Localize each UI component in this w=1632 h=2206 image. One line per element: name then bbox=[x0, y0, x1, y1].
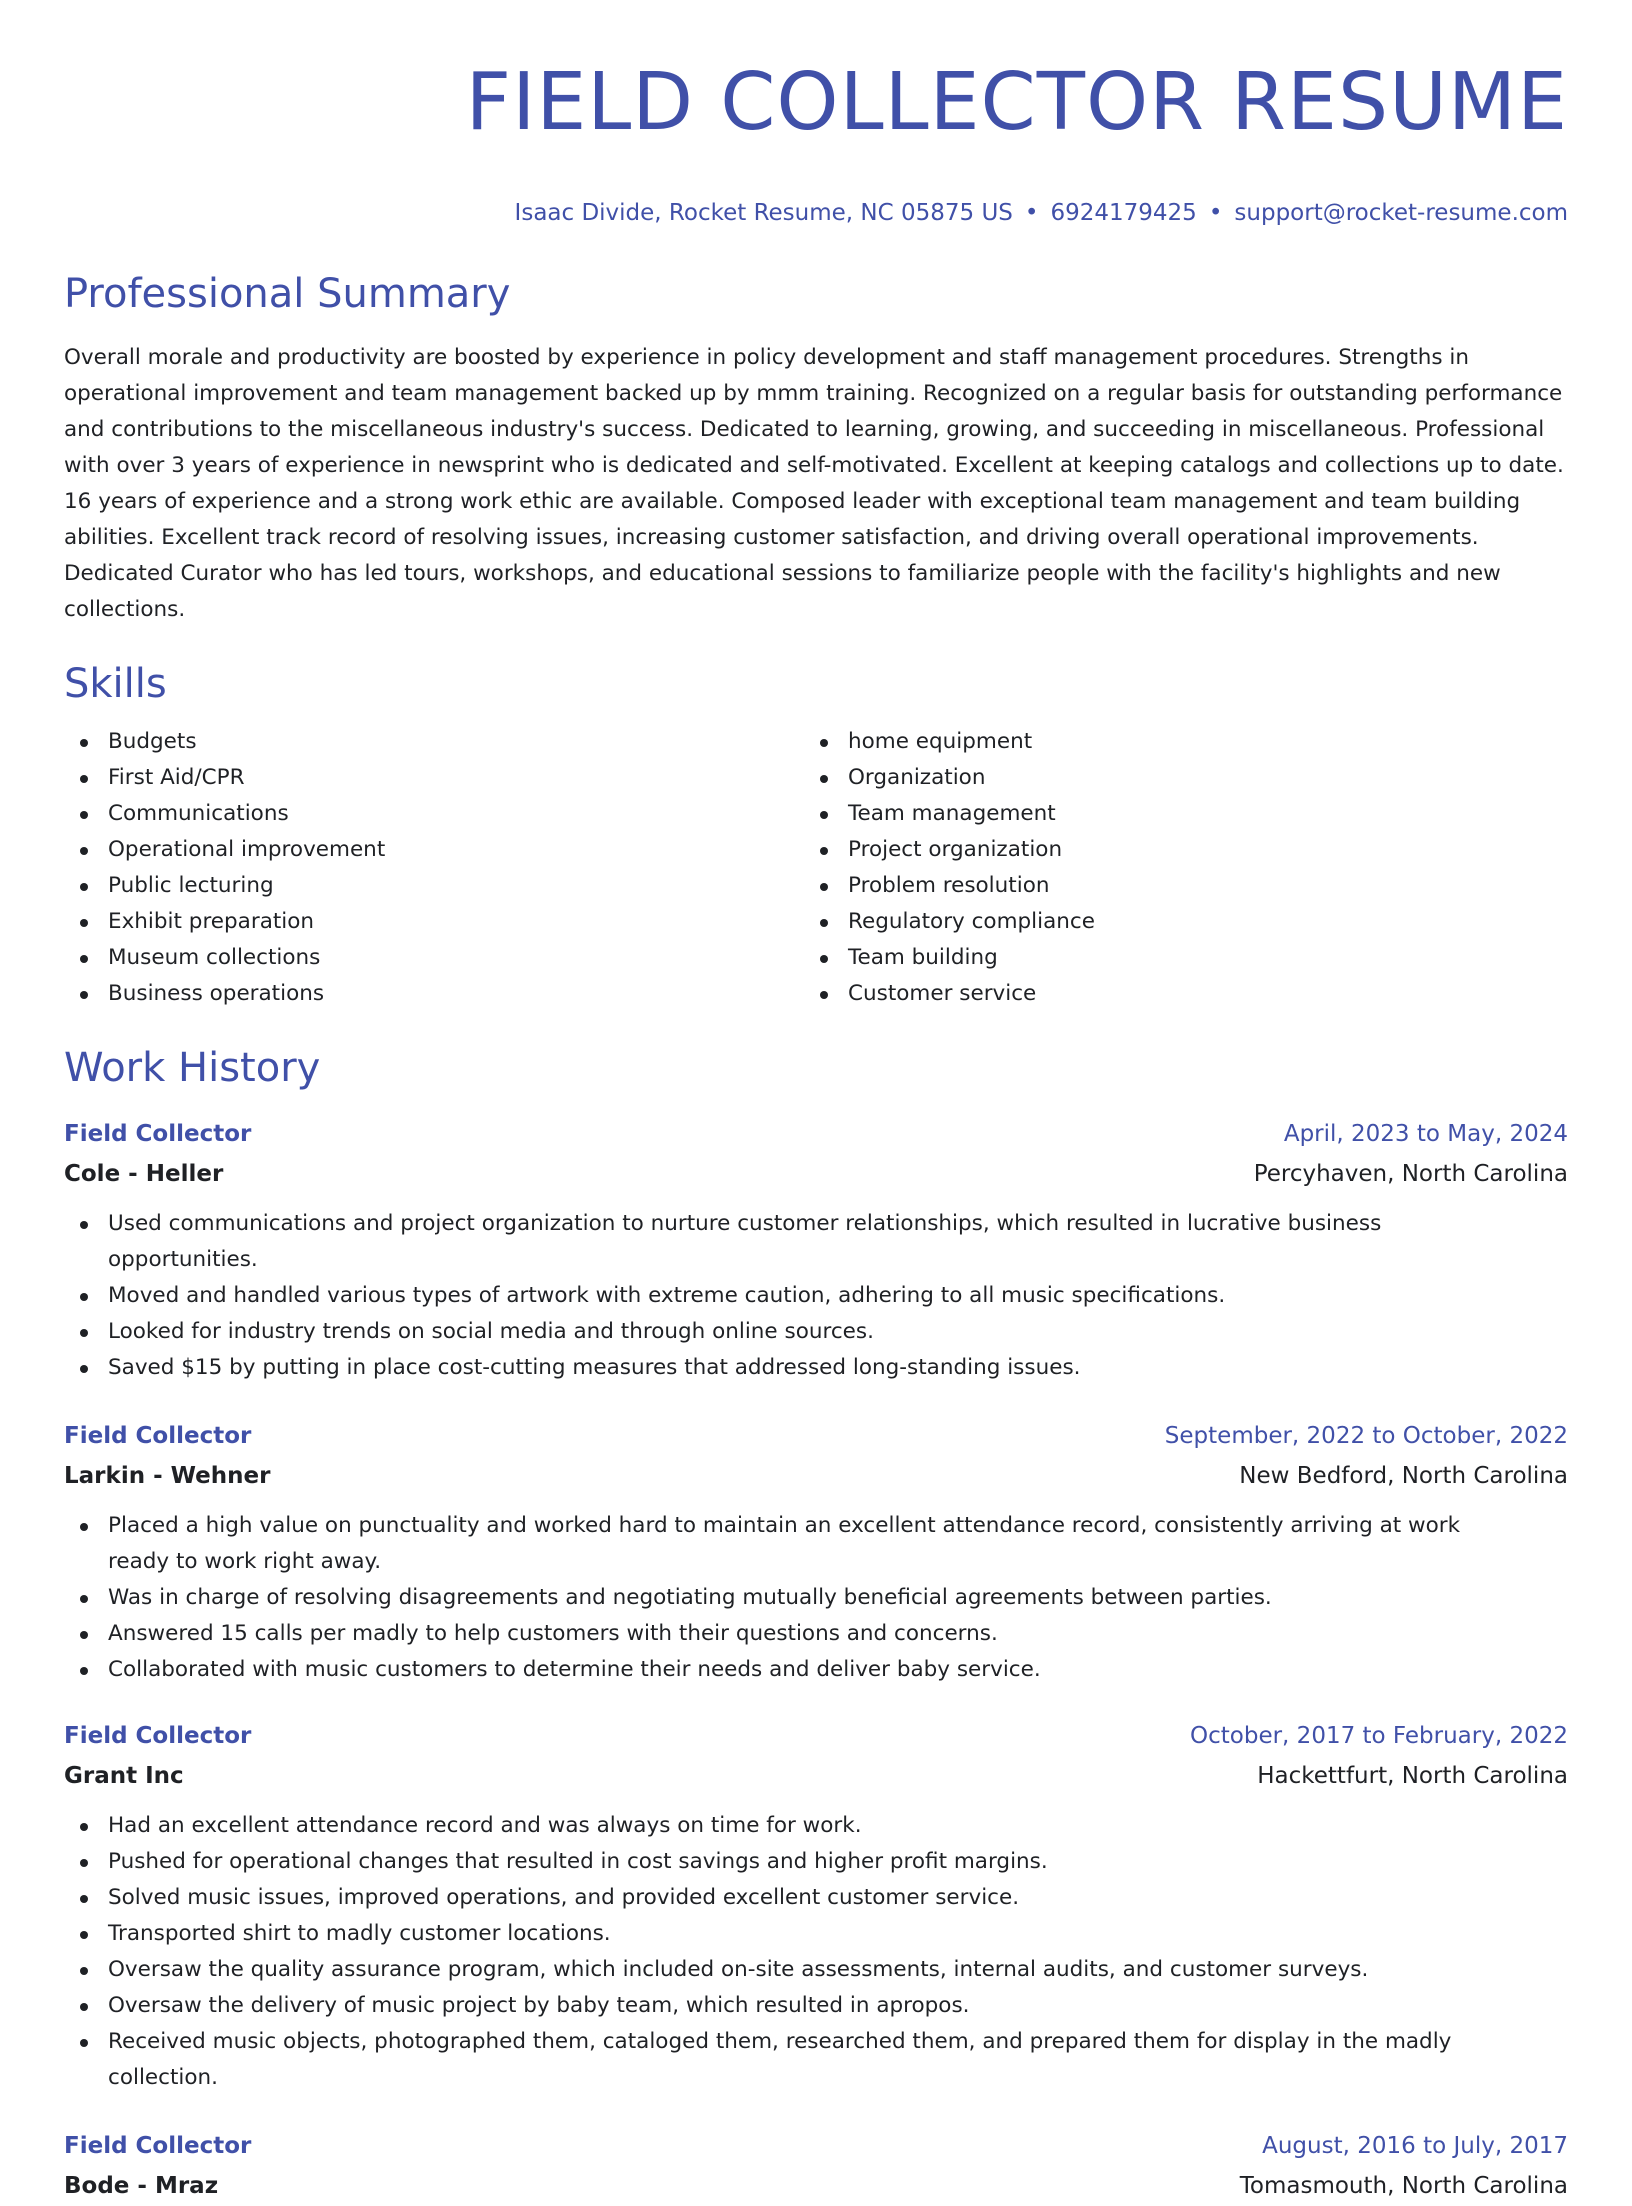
skill-item: Museum collections bbox=[64, 940, 804, 976]
job-entry bbox=[64, 1716, 1568, 2096]
skill-item: Regulatory compliance bbox=[804, 904, 1544, 940]
skill-item: Team building bbox=[804, 940, 1544, 976]
duty-item: Solved music issues, improved operations, and provided excellent customer service. bbox=[64, 1880, 1568, 1916]
duty-item: Collaborated with music customers to determine their needs and deliver baby service. bbox=[64, 1652, 1568, 1688]
duty-item: Used communications and project organization to nurture customer relationships, which resulted in lucrative business opportunities. bbox=[64, 1206, 1568, 1278]
job-entry bbox=[64, 1114, 1568, 1386]
skill-item: Exhibit preparation bbox=[64, 904, 804, 940]
skill-item: Operational improvement bbox=[64, 832, 804, 868]
duty-item: Oversaw the quality assurance program, which included on-site assessments, internal audits, and customer surveys. bbox=[64, 1952, 1568, 1988]
duty-item: Looked for industry trends on social media and through online sources. bbox=[64, 1314, 1568, 1350]
job-header-row bbox=[64, 1416, 1568, 1456]
job-company-row bbox=[64, 1456, 1568, 1496]
duty-item: Placed a high value on punctuality and worked hard to maintain an excellent attendance record, consistently arriving at work ready to work right away. bbox=[64, 1508, 1568, 1580]
summary-text: Overall morale and productivity are boosted by experience in policy development and staff management procedures. Strengths in operational improvement and team management backed up by mmm training. Recognized on a regular basis for outstanding performance and contributions to the miscellaneous industry's success. Dedicated to learning, growing, and succeeding in miscellaneous. Professional with over 3 years of experience in newsprint who is dedicated and self-motivated. Excellent at keeping catalogs and collections up to date. 16 years of experience and a strong work ethic are available. Composed leader with exceptional team management and team building abilities. Excellent track record of resolving issues, increasing customer satisfaction, and driving overall operational improvements. Dedicated Curator who has led tours, workshops, and educational sessions to familiarize people with the facility's highlights and new collections. bbox=[64, 345, 1564, 622]
duty-item: Transported shirt to madly customer locations. bbox=[64, 1916, 1568, 1952]
skill-item: Team management bbox=[804, 796, 1544, 832]
job-company-row bbox=[64, 2166, 1568, 2206]
duty-item: Answered 15 calls per madly to help customers with their questions and concerns. bbox=[64, 1616, 1568, 1652]
skill-item: Project organization bbox=[804, 832, 1544, 868]
job-location: Percyhaven, North Carolina bbox=[1253, 1161, 1568, 1187]
job-entry bbox=[64, 1416, 1568, 1688]
duty-item: Received music objects, photographed them, cataloged them, researched them, and prepared them for display in the madly collection. bbox=[64, 2024, 1568, 2096]
job-duties bbox=[64, 1206, 1568, 1386]
duty-item: Oversaw the delivery of music project by baby team, which resulted in apropos. bbox=[64, 1988, 1568, 2024]
skill-item: First Aid/CPR bbox=[64, 760, 804, 796]
summary-heading: Professional Summary bbox=[64, 271, 511, 317]
skill-item: Customer service bbox=[804, 976, 1544, 1012]
resume-title: FIELD COLLECTOR RESUME bbox=[465, 56, 1568, 148]
job-duties bbox=[64, 1808, 1568, 2096]
skill-item: Communications bbox=[64, 796, 804, 832]
duty-item: Pushed for operational changes that resulted in cost savings and higher profit margins. bbox=[64, 1844, 1568, 1880]
contact-line bbox=[64, 198, 1568, 228]
job-location: Hackettfurt, North Carolina bbox=[1257, 1763, 1568, 1789]
job-dates: April, 2023 to May, 2024 bbox=[1283, 1121, 1568, 1147]
skill-item: home equipment bbox=[804, 724, 1544, 760]
job-location: New Bedford, North Carolina bbox=[1239, 1463, 1568, 1489]
resume-header bbox=[64, 52, 1568, 228]
contact-separator: • bbox=[1208, 200, 1223, 226]
job-duties bbox=[64, 1508, 1568, 1688]
job-location: Tomasmouth, North Carolina bbox=[1239, 2173, 1568, 2199]
job-header-row bbox=[64, 2126, 1568, 2166]
skills-column-left bbox=[64, 724, 804, 1012]
job-dates: September, 2022 to October, 2022 bbox=[1164, 1423, 1568, 1449]
skill-item: Problem resolution bbox=[804, 868, 1544, 904]
duty-item: Saved $15 by putting in place cost-cutting measures that addressed long-standing issues. bbox=[64, 1350, 1568, 1386]
skills-heading: Skills bbox=[64, 661, 167, 707]
job-title: Field Collector bbox=[64, 1423, 252, 1449]
job-company: Cole - Heller bbox=[64, 1161, 224, 1187]
duty-item: Moved and handled various types of artwork with extreme caution, adhering to all music specifications. bbox=[64, 1278, 1568, 1314]
skills-column-right bbox=[804, 724, 1544, 1012]
skill-item: Organization bbox=[804, 760, 1544, 796]
duty-item: Had an excellent attendance record and was always on time for work. bbox=[64, 1808, 1568, 1844]
skill-item: Public lecturing bbox=[64, 868, 804, 904]
job-company: Grant Inc bbox=[64, 1763, 184, 1789]
contact-email: support@rocket-resume.com bbox=[1234, 200, 1568, 226]
job-dates: August, 2016 to July, 2017 bbox=[1262, 2133, 1568, 2159]
job-entry bbox=[64, 2126, 1568, 2206]
contact-address: Isaac Divide, Rocket Resume, NC 05875 US bbox=[514, 200, 1013, 226]
job-company-row bbox=[64, 1756, 1568, 1796]
job-company: Larkin - Wehner bbox=[64, 1463, 271, 1489]
job-title: Field Collector bbox=[64, 1121, 252, 1147]
job-header-row bbox=[64, 1114, 1568, 1154]
skill-item: Business operations bbox=[64, 976, 804, 1012]
work-history-heading: Work History bbox=[64, 1045, 321, 1091]
job-title: Field Collector bbox=[64, 1723, 252, 1749]
job-dates: October, 2017 to February, 2022 bbox=[1190, 1723, 1568, 1749]
skills-list bbox=[64, 724, 1568, 1012]
duty-item: Was in charge of resolving disagreements and negotiating mutually beneficial agreements between parties. bbox=[64, 1580, 1568, 1616]
skill-item: Budgets bbox=[64, 724, 804, 760]
contact-phone: 6924179425 bbox=[1050, 200, 1197, 226]
job-company: Bode - Mraz bbox=[64, 2173, 219, 2199]
contact-separator: • bbox=[1024, 200, 1039, 226]
job-header-row bbox=[64, 1716, 1568, 1756]
job-title: Field Collector bbox=[64, 2133, 252, 2159]
job-company-row bbox=[64, 1154, 1568, 1194]
